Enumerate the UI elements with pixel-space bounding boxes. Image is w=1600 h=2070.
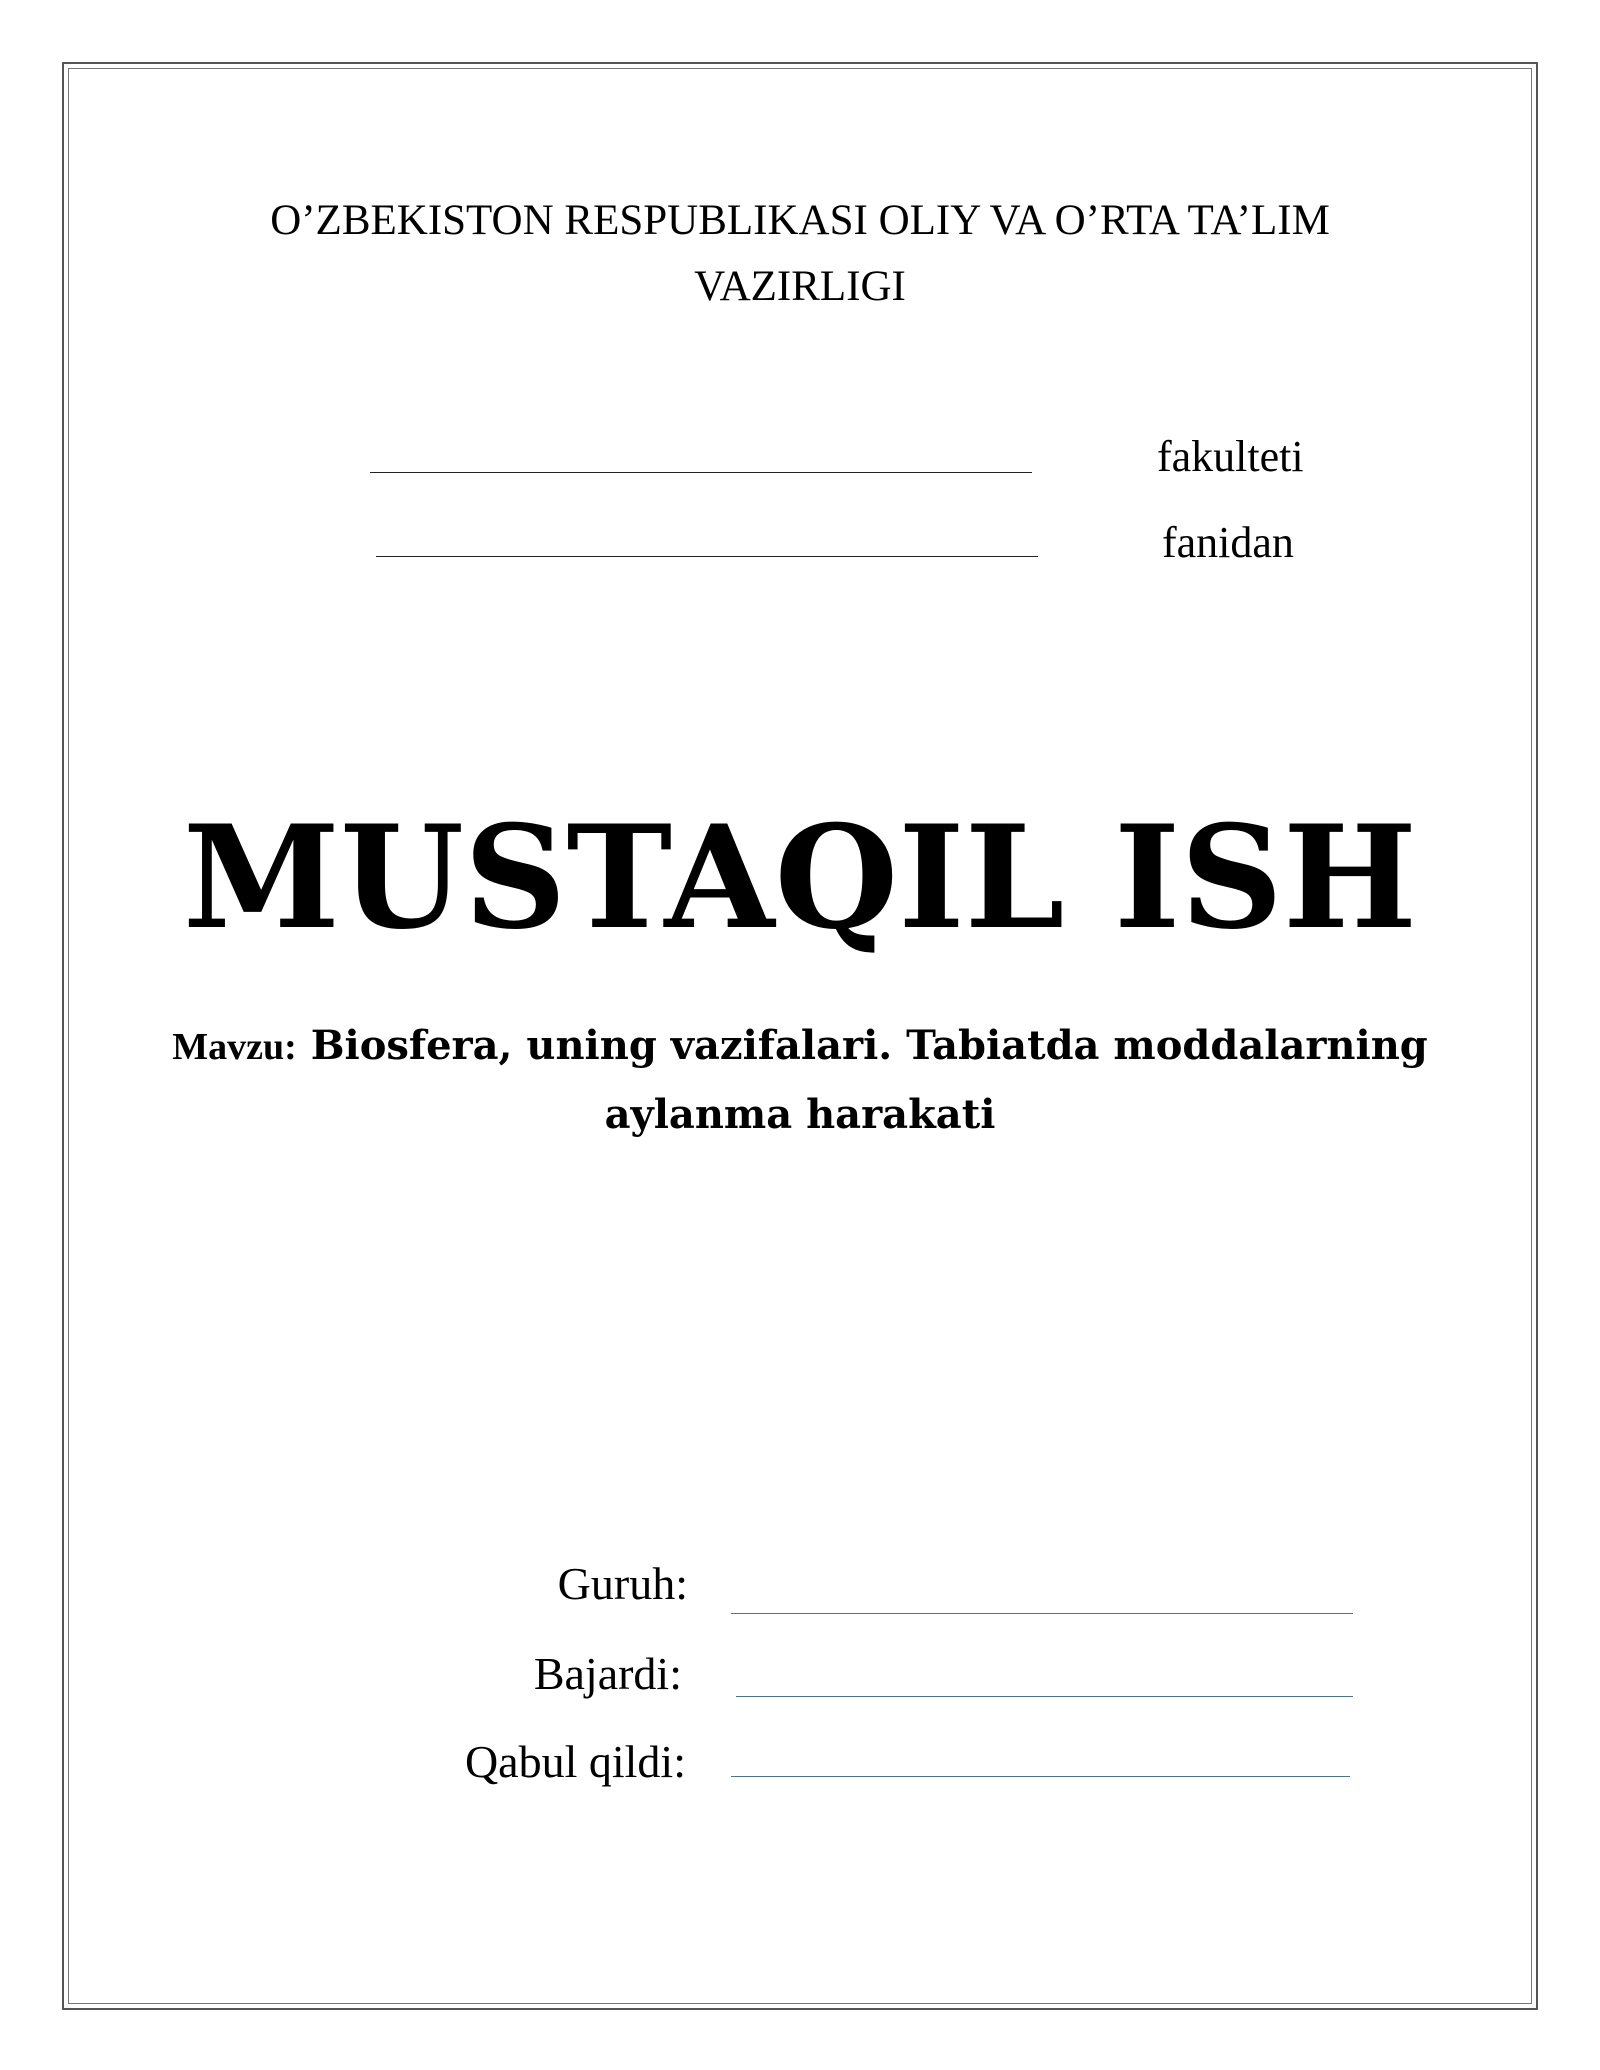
done-by-fill-line (736, 1696, 1353, 1697)
topic-label: Mavzu: (172, 1026, 297, 1068)
topic-text-2: aylanma harakati (604, 1091, 996, 1138)
ministry-heading (120, 188, 1480, 320)
ministry-line-2: VAZIRLIGI (694, 263, 906, 310)
accepted-by-fill-line (731, 1776, 1350, 1777)
faculty-fill-line (370, 472, 1032, 473)
done-by-label: Bajardi: (533, 1648, 682, 1699)
topic-block (150, 1012, 1450, 1149)
ministry-line-1: O’ZBEKISTON RESPUBLIKASI OLIY VA O’RTA TA’LIM (270, 197, 1330, 244)
group-label: Guruh: (557, 1558, 688, 1609)
topic-line-1 (150, 1012, 1450, 1081)
faculty-label: fakulteti (1157, 432, 1304, 481)
topic-text-1: Biosfera, uning vazifalari. Tabiatda moddalarning (310, 1022, 1428, 1069)
subject-fill-line (376, 556, 1038, 557)
accepted-by-label: Qabul qildi: (464, 1736, 686, 1787)
group-fill-line (731, 1613, 1353, 1614)
document-title: MUSTAQIL ISH (182, 795, 1418, 961)
subject-label: fanidan (1162, 518, 1294, 567)
